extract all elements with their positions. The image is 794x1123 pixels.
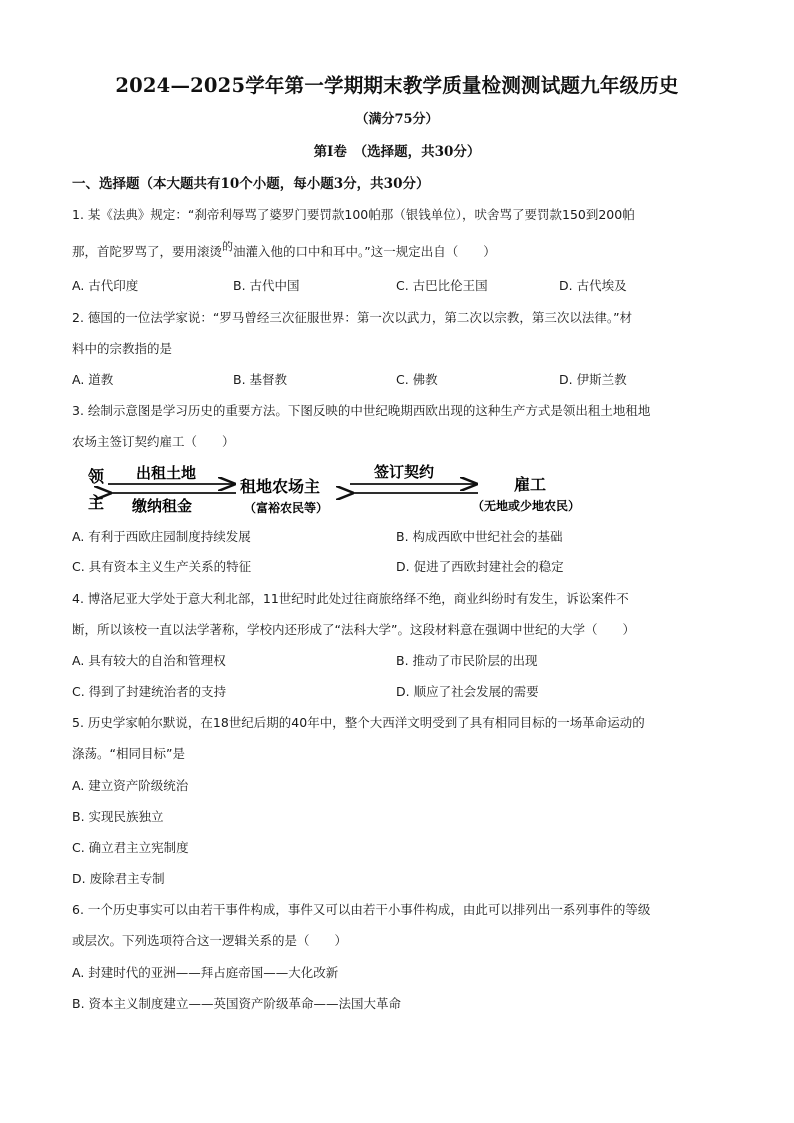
diagram-lord-label-bottom: 主 [88, 493, 105, 512]
q1-stem-line2-part1: 那，首陀罗骂了，要用滚烫 [72, 244, 223, 259]
diagram-lord-label-top: 领 [88, 467, 105, 486]
diagram-worker-label: 雇工 [514, 475, 547, 494]
diagram-farmer-note: （富裕农民等） [244, 501, 329, 515]
full-score-note: （满分75分） [355, 112, 439, 127]
q5-option-d[interactable]: D. 废除君主专制 [72, 871, 165, 886]
q3-option-a[interactable]: A. 有利于西欧庄园制度持续发展 [72, 529, 251, 544]
q5-option-a[interactable]: A. 建立资产阶级统治 [72, 778, 189, 793]
q4-option-c[interactable]: C. 得到了封建统治者的支持 [72, 684, 227, 699]
q2-option-d[interactable]: D. 伊斯兰教 [559, 372, 627, 387]
q2-option-c[interactable]: C. 佛教 [396, 372, 438, 387]
q3-option-c[interactable]: C. 具有资本主义生产关系的特征 [72, 559, 252, 574]
q6-option-a[interactable]: A. 封建时代的亚洲——拜占庭帝国——大化改新 [72, 965, 339, 980]
q3-option-d[interactable]: D. 促进了西欧封建社会的稳定 [396, 559, 564, 574]
q6-stem-line1: 6. 一个历史事实可以由若干事件构成，事件又可以由若干小事件构成，由此可以排列出一系列事件的等级 [72, 902, 651, 917]
q1-option-c[interactable]: C. 古巴比伦王国 [396, 278, 488, 293]
q3-production-diagram [84, 460, 644, 522]
q6-option-b[interactable]: B. 资本主义制度建立——英国资产阶级革命——法国大革命 [72, 996, 402, 1011]
q4-option-b[interactable]: B. 推动了市民阶层的出现 [396, 653, 538, 668]
q5-option-c[interactable]: C. 确立君主立宪制度 [72, 840, 189, 855]
q6-stem-line2: 或层次。下列选项符合这一逻辑关系的是（ ） [72, 933, 348, 948]
q3-stem-line1: 3. 绘制示意图是学习历史的重要方法。下图反映的中世纪晚期西欧出现的这种生产方式是领出租土地租地 [72, 403, 651, 418]
page-title: 2024—2025学年第一学期期末教学质量检测测试题九年级历史 [115, 74, 679, 97]
q1-stem-line2-raised-char: 的 [222, 240, 234, 253]
q1-stem-line1: 1. 某《法典》规定：“刹帝利辱骂了婆罗门要罚款100帕那（银钱单位），吠舍骂了要罚款150到200帕 [72, 207, 635, 222]
q4-option-d[interactable]: D. 顺应了社会发展的需要 [396, 684, 539, 699]
diagram-worker-note: （无地或少地农民） [472, 499, 581, 513]
q3-stem-line2: 农场主签订契约雇工（ ） [72, 434, 235, 449]
q1-stem-line2-part2: 油灌入他的口中和耳中。”这一规定出自（ ） [233, 244, 496, 259]
diagram-farmer-label: 租地农场主 [240, 477, 321, 496]
q2-option-b[interactable]: B. 基督教 [233, 372, 288, 387]
q4-option-a[interactable]: A. 具有较大的自治和管理权 [72, 653, 226, 668]
q5-stem-line1: 5. 历史学家帕尔默说，在18世纪后期的40年中，整个大西洋文明受到了具有相同目标的一场革命运动的 [72, 715, 645, 730]
q1-option-d[interactable]: D. 古代埃及 [559, 278, 627, 293]
diagram-contract-label: 签订契约 [374, 463, 435, 481]
section-heading: 一、选择题（本大题共有10个小题，每小题3分，共30分） [72, 176, 430, 192]
q2-stem-line2: 料中的宗教指的是 [72, 341, 173, 356]
diagram-pay-rent-label: 缴纳租金 [132, 497, 193, 515]
q4-stem-line2: 断，所以该校一直以法学著称，学校内还形成了“法科大学”。这段材料意在强调中世纪的大学（ ） [72, 622, 635, 637]
volume-heading: 第Ⅰ卷 （选择题，共30分） [313, 144, 481, 160]
q1-option-b[interactable]: B. 古代中国 [233, 278, 300, 293]
q2-stem-line1: 2. 德国的一位法学家说：“罗马曾经三次征服世界：第一次以武力，第二次以宗教，第三次以法律。”材 [72, 310, 633, 325]
q2-option-a[interactable]: A. 道教 [72, 372, 114, 387]
q4-stem-line1: 4. 博洛尼亚大学处于意大利北部，11世纪时此处过往商旅络绎不绝，商业纠纷时有发生，诉讼案件不 [72, 591, 629, 606]
q5-stem-line2: 涤荡。“相同目标”是 [72, 746, 185, 761]
q5-option-b[interactable]: B. 实现民族独立 [72, 809, 164, 824]
q1-option-a[interactable]: A. 古代印度 [72, 278, 139, 293]
q1-stem-line2 [72, 242, 496, 260]
diagram-rent-land-label: 出租土地 [136, 464, 197, 482]
q3-option-b[interactable]: B. 构成西欧中世纪社会的基础 [396, 529, 563, 544]
